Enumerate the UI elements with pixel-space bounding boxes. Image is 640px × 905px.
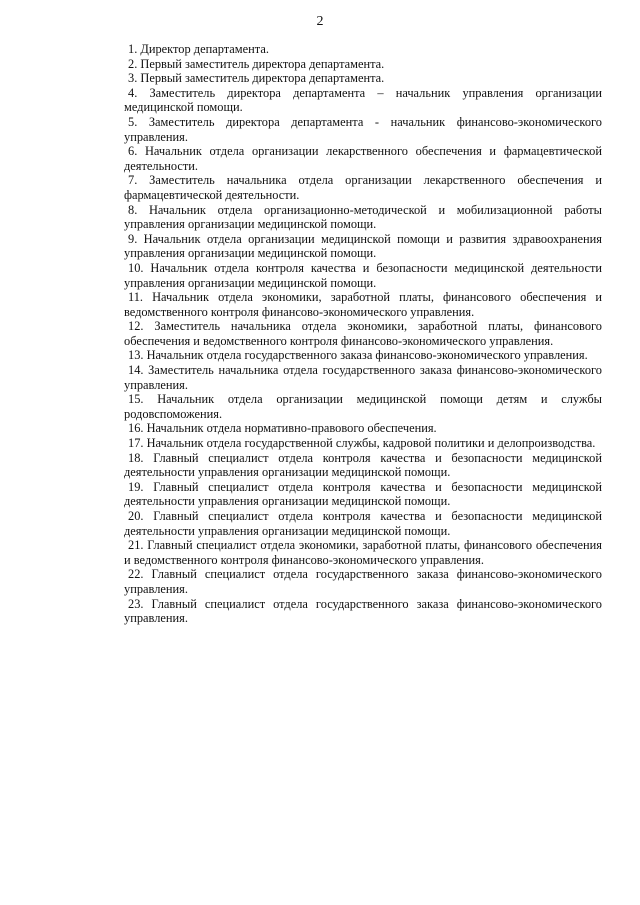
list-item: 20. Главный специалист отдела контроля качества и безопасности медицинской деятельности управления организации медицинской помощи. bbox=[124, 509, 602, 538]
list-item: 18. Главный специалист отдела контроля качества и безопасности медицинской деятельности управления организации медицинской помощи. bbox=[124, 450, 602, 480]
list-item: 22. Главный специалист отдела государственного заказа финансово-экономического управления. bbox=[124, 567, 602, 596]
list-item: 7. Заместитель начальника отдела организации лекарственного обеспечения и фармацевтической деятельности. bbox=[124, 173, 602, 202]
list-item: 2. Первый заместитель директора департамента. bbox=[128, 56, 385, 71]
list-item: 14. Заместитель начальника отдела государственного заказа финансово-экономического управления. bbox=[124, 363, 602, 392]
list-item: 11. Начальник отдела экономики, заработной платы, финансового обеспечения и ведомственного контроля финансово-экономического управления. bbox=[124, 290, 602, 319]
list-item: 8. Начальник отдела организационно-методической и мобилизационной работы управления организации медицинской помощи. bbox=[124, 202, 602, 232]
list-item: 15. Начальник отдела организации медицинской помощи детям и службы родовспоможения. bbox=[124, 392, 602, 421]
list-item: 5. Заместитель директора департамента - начальник финансово-экономического управления. bbox=[124, 114, 602, 144]
list-item: 17. Начальник отдела государственной службы, кадровой политики и делопроизводства. bbox=[128, 436, 596, 451]
list-item: 13. Начальник отдела государственного заказа финансово-экономического управления. bbox=[128, 348, 588, 363]
list-item: 16. Начальник отдела нормативно-правового обеспечения. bbox=[128, 421, 437, 436]
list-item: 3. Первый заместитель директора департамента. bbox=[128, 71, 385, 86]
list-item: 1. Директор департамента. bbox=[128, 42, 269, 56]
list-item: 9. Начальник отдела организации медицинской помощи и развития здравоохранения управления организации медицинской помощи. bbox=[124, 231, 602, 261]
list-item: 23. Главный специалист отдела государственного заказа финансово-экономического управления. bbox=[124, 596, 602, 626]
list-item: 21. Главный специалист отдела экономики, заработной платы, финансового обеспечения и ведомственного контроля финансово-экономического управления. bbox=[124, 538, 602, 567]
page-number: 2 bbox=[316, 14, 324, 29]
list-item: 12. Заместитель начальника отдела экономики, заработной платы, финансового обеспечения и ведомственного контроля финансово-экономического управления. bbox=[124, 319, 602, 348]
list-item: 10. Начальник отдела контроля качества и безопасности медицинской деятельности управления организации медицинской помощи. bbox=[124, 260, 602, 290]
list-item: 6. Начальник отдела организации лекарственного обеспечения и фармацевтической деятельности. bbox=[124, 144, 602, 173]
list-item: 4. Заместитель директора департамента – начальник управления организации медицинской помощи. bbox=[124, 85, 602, 115]
position-list bbox=[124, 42, 602, 626]
list-item: 19. Главный специалист отдела контроля качества и безопасности медицинской деятельности управления организации медицинской помощи. bbox=[124, 479, 602, 509]
